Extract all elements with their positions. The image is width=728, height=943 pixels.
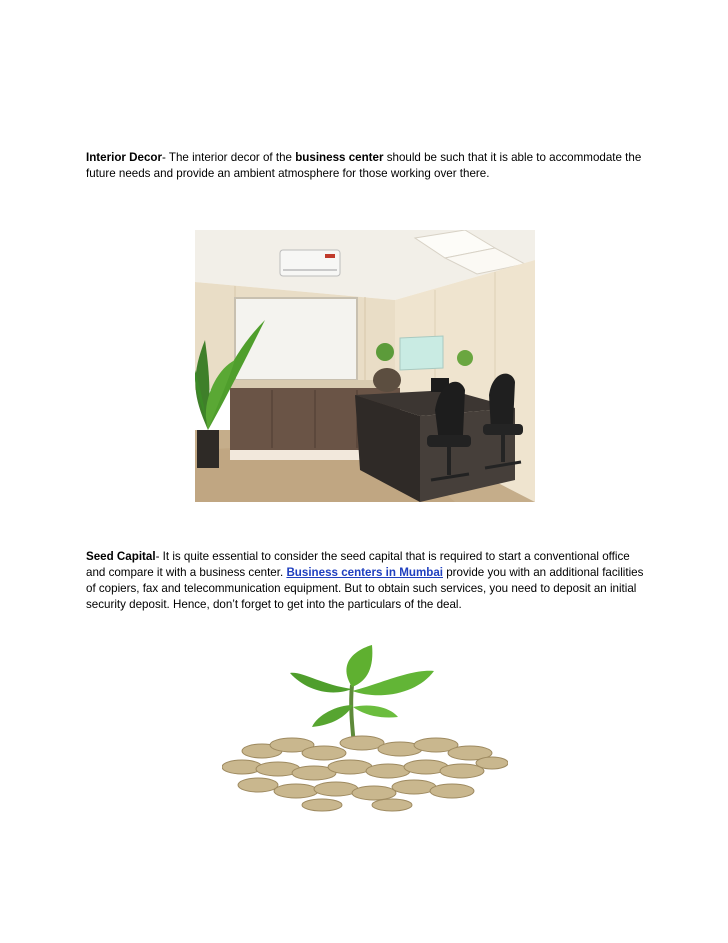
- seed-capital-text-a: - It is quite essential to consider the seed capital that is required to start a conventional office and compare it with a business center.: [86, 550, 630, 579]
- seed-capital-text-b: provide you with an additional facilities of copiers, fax and telecommunication equipment. But to obtain such services, you need to deposit an initial security deposit. Hence, don’t forget to get into the particulars of the deal.: [86, 566, 644, 611]
- interior-decor-text-a: - The interior decor of the: [162, 151, 296, 164]
- seed-capital-heading: Seed Capital: [86, 550, 156, 563]
- interior-decor-heading: Interior Decor: [86, 151, 163, 164]
- seedling-coins-photo: [222, 645, 508, 815]
- interior-decor-text-b: should be such that it is able to accommodate the future needs and provide an ambient atmosphere for those working over there.: [86, 151, 642, 180]
- interior-decor-paragraph: [86, 150, 646, 182]
- seed-capital-paragraph: [86, 549, 646, 613]
- business-centers-mumbai-link[interactable]: Business centers in Mumbai: [286, 566, 443, 579]
- office-interior-photo: [195, 230, 535, 502]
- business-center-phrase: business center: [295, 151, 384, 164]
